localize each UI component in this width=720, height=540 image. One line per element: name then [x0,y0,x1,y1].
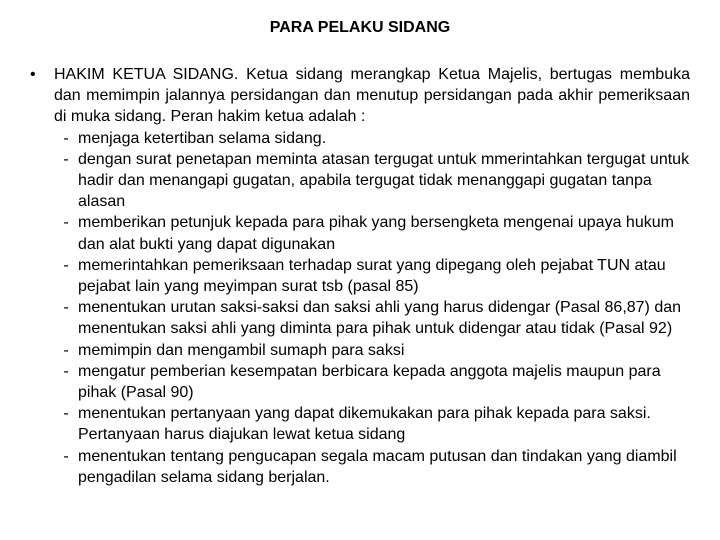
dash-marker: - [63,299,69,317]
slide-content [30,64,690,488]
list-item [54,212,690,254]
list-item [54,255,690,297]
page-title: PARA PELAKU SIDANG [269,19,451,36]
list-item [54,128,690,149]
list-item-text: menjaga ketertiban selama sidang. [78,129,327,147]
list-item-text: memerintahkan pemeriksaan terhadap surat yang dipegang oleh pejabat TUN atau pejabat lain yang meyimpan surat tsb (pasal 85) [78,256,666,296]
list-item-text: menentukan tentang pengucapan segala macam putusan dan tindakan yang diambil pengadilan selama sidang berjalan. [78,447,677,486]
dash-marker: - [63,405,69,423]
duty-list [54,128,690,488]
list-item [54,446,690,488]
list-item-text: memberikan petunjuk kepada para pihak yang bersengketa mengenai upaya hukum dan alat bukti yang dapat digunakan [78,214,674,253]
list-item [54,340,690,361]
list-item [54,361,690,403]
list-item-text: menentukan pertanyaan yang dapat dikemukakan para pihak kepada para saksi. Pertanyaan harus diajukan lewat ketua sidang [78,405,651,444]
list-item-text: memimpin dan mengambil sumaph para saksi [78,341,405,359]
dash-marker: - [63,129,69,147]
list-item [54,149,690,213]
list-item-text: dengan surat penetapan meminta atasan tergugat untuk mmerintahkan tergugat untuk hadir dan menangapi gugatan, apabila tergugat tidak menanggapi gugatan tanpa alasan [78,150,690,211]
list-item-text: menentukan urutan saksi-saksi dan saksi ahli yang harus didengar (Pasal 86,87) dan menentukan saksi ahli yang diminta para pihak untuk didengar atau tidak (Pasal 92) [78,299,682,338]
dash-marker: - [63,214,69,232]
dash-marker: - [63,362,69,380]
dash-marker: - [63,341,69,359]
bullet-marker: • [30,66,36,83]
list-item-text: mengatur pemberian kesempatan berbicara kepada anggota majelis maupun para pihak (Pasal 90) [78,362,661,402]
list-item [54,297,690,339]
bullet-intro-text: HAKIM KETUA SIDANG. Ketua sidang merangkap Ketua Majelis, bertugas membuka dan memimpin jalannya persidangan dan menutup persidangan pada akhir pemeriksaan di muka sidang. Peran hakim ketua adalah : [54,66,690,126]
dash-marker: - [63,256,69,274]
dash-marker: - [63,447,69,465]
list-item [54,403,690,445]
bullet-body [54,64,690,488]
dash-marker: - [63,150,69,168]
bullet-item-hakim-ketua [30,64,690,488]
